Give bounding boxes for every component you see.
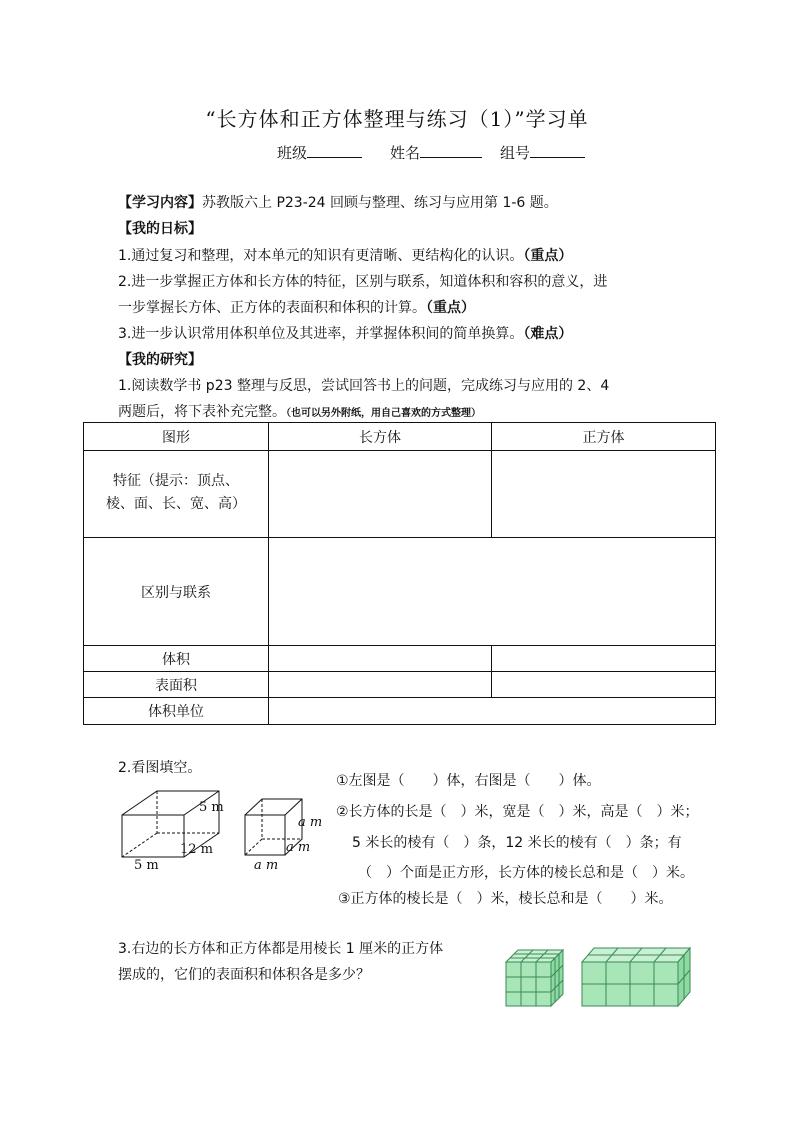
- q3-line-1: 3.右边的长方体和正方体都是用棱长 1 厘米的正方体: [118, 941, 444, 957]
- name-field: [390, 142, 482, 163]
- surface-cuboid-cell[interactable]: [269, 672, 492, 698]
- goals-heading: 【我的日标】: [118, 221, 202, 237]
- header-cuboid: 长方体: [269, 423, 492, 451]
- summary-table: [83, 422, 716, 725]
- q1-note: （也可以另外附纸，用自己喜欢的方式整理）: [286, 408, 481, 419]
- q2-line-4: （ ）个面是正方形，长方体的棱长总和是（ ）米。: [358, 865, 694, 881]
- surface-label: 表面积: [84, 672, 269, 698]
- unit-cell[interactable]: [269, 698, 716, 725]
- q1-line-a: 1.阅读数学书 p23 整理与反思，尝试回答书上的问题，完成练习与应用的 2、4: [118, 378, 610, 394]
- cuboid-length-label: 12 m: [180, 842, 214, 857]
- page-title: “长方体和正方体整理与练习（1）”学习单: [205, 107, 589, 131]
- name-blank[interactable]: [420, 143, 482, 158]
- table-row-feature: [84, 451, 716, 538]
- goal-2-tag: （重点）: [426, 300, 475, 316]
- goal-1: [118, 245, 572, 265]
- header-shape: 图形: [84, 423, 269, 451]
- goal-3-text: 3.进一步认识常用体积单位及其进率，并掌握体积间的简单换算。: [118, 326, 524, 342]
- goal-3: [118, 323, 572, 343]
- group-field: [500, 142, 585, 163]
- q2-title: 2.看图填空。: [118, 760, 202, 776]
- small-cube-block: [506, 950, 563, 1006]
- q2-line-5: ③正方体的棱长是（ ）米，棱长总和是（ ）米。: [338, 891, 673, 907]
- goal-2b-text: 一步掌握长方体、正方体的表面积和体积的计算。: [118, 300, 426, 316]
- class-label: 班级: [277, 144, 308, 162]
- large-cuboid-block: [582, 948, 690, 1006]
- feature-cube-cell[interactable]: [492, 451, 716, 538]
- cuboid-width-label: 5 m: [134, 858, 159, 873]
- content-text: 苏教版六上 P23-24 回顾与整理、练习与应用第 1-6 题。: [202, 195, 558, 211]
- q2-line-2: ②长方体的长是（ ）米，宽是（ ）米，高是（ ）米；: [336, 804, 699, 820]
- cube-edge-label-1: a m: [298, 815, 323, 830]
- cube-edge-label-3: a m: [254, 858, 279, 873]
- class-blank[interactable]: [307, 143, 362, 158]
- table-row-diff: [84, 538, 716, 646]
- feature-label: [84, 451, 269, 538]
- q1-text: 两题后，将下表补充完整。: [118, 404, 286, 420]
- q2-line-3: 5 米长的棱有（ ）条，12 米长的棱有（ ）条；有: [352, 835, 682, 851]
- content-label: 【学习内容】: [118, 195, 202, 211]
- goal-2b: [118, 297, 475, 317]
- group-label: 组号: [500, 144, 531, 162]
- q3-line-2: 摆成的，它们的表面积和体积各是多少？: [118, 967, 370, 983]
- volume-label: 体积: [84, 646, 269, 672]
- diff-label: 区别与联系: [84, 538, 269, 646]
- cube-edge-label-2: a m: [286, 840, 311, 855]
- goal-1-tag: （重点）: [523, 248, 573, 264]
- goal-2a: 2.进一步掌握正方体和长方体的特征，区别与联系，知道体积和容积的意义，进: [118, 274, 608, 290]
- cuboid-height-label: 5 m: [199, 800, 224, 815]
- q2-line-1: ①左图是（ ）体，右图是（ ）体。: [336, 773, 601, 789]
- group-blank[interactable]: [530, 143, 585, 158]
- table-row-surface: [84, 672, 716, 698]
- block-figures: [500, 940, 700, 1012]
- name-label: 姓名: [390, 144, 421, 162]
- class-field: [277, 142, 362, 163]
- research-heading: 【我的研究】: [118, 352, 202, 368]
- feature-cuboid-cell[interactable]: [269, 451, 492, 538]
- content-line: [118, 192, 558, 212]
- volume-cuboid-cell[interactable]: [269, 646, 492, 672]
- surface-cube-cell[interactable]: [492, 672, 716, 698]
- cuboid-cube-figure: [112, 783, 332, 873]
- feature-label-1: 特征（提示：顶点、: [113, 473, 239, 489]
- diff-cell[interactable]: [269, 538, 716, 646]
- header-cube: 正方体: [492, 423, 716, 451]
- goal-3-tag: （难点）: [523, 326, 573, 342]
- unit-label: 体积单位: [84, 698, 269, 725]
- feature-label-2: 棱、面、长、宽、高）: [106, 496, 246, 512]
- q1-line-b: [118, 401, 481, 421]
- goal-1-text: 1.通过复习和整理，对本单元的知识有更清晰、更结构化的认识。: [118, 248, 524, 264]
- table-row-unit: [84, 698, 716, 725]
- table-header-row: [84, 423, 716, 451]
- volume-cube-cell[interactable]: [492, 646, 716, 672]
- table-row-volume: [84, 646, 716, 672]
